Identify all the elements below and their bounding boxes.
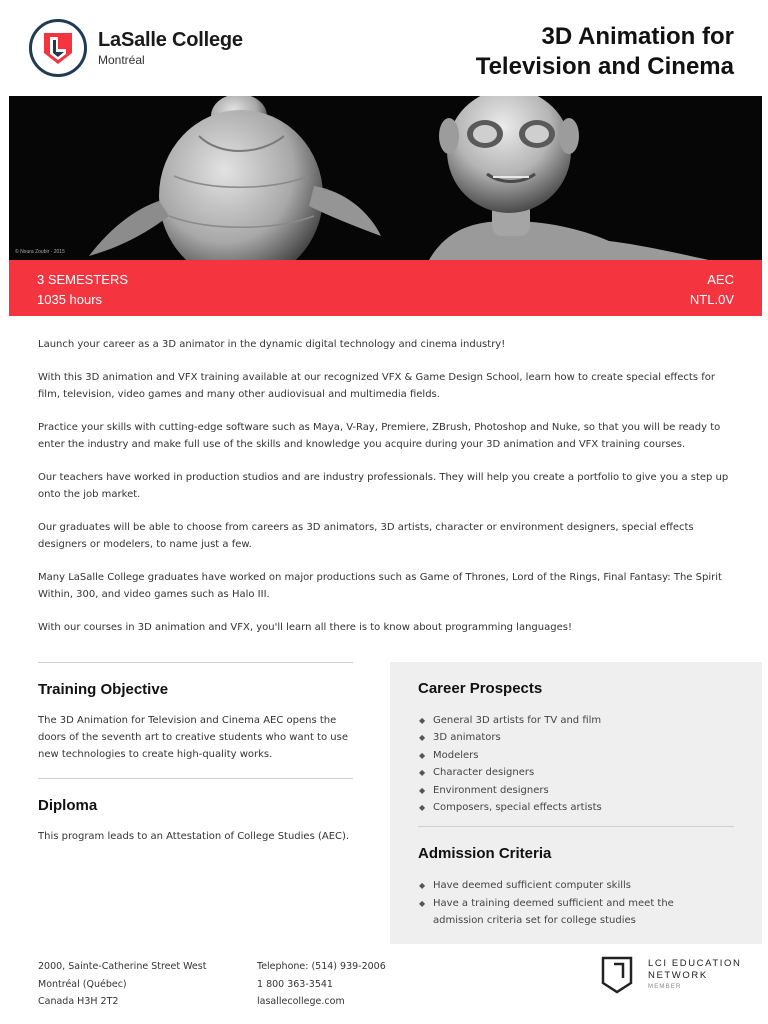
- lasalle-logo-icon: [28, 18, 88, 78]
- diploma-title: Diploma: [38, 797, 98, 814]
- page-title-line-2: Television and Cinema: [475, 53, 734, 80]
- address-line: 2000, Sainte-Catherine Street West: [38, 961, 207, 972]
- training-objective-title: Training Objective: [38, 681, 169, 698]
- brand-city: Montréal: [98, 53, 145, 67]
- intro-paragraph: Our graduates will be able to choose from careers as 3D animators, 3D artists, character or environment designers, special effects designers or modelers, to name just a few.: [38, 522, 694, 550]
- list-item-label: General 3D artists for TV and film: [433, 715, 602, 726]
- lci-network-line-1: LCI EDUCATION: [648, 958, 742, 969]
- diamond-bullet-icon: ◆: [419, 898, 426, 908]
- diamond-bullet-icon: ◆: [419, 803, 426, 813]
- list-item-label: Character designers: [433, 767, 535, 779]
- lci-member-label: MEMBER: [648, 984, 682, 990]
- address-line: Montréal (Québec): [38, 978, 127, 990]
- intro-paragraph: Practice your skills with cutting-edge software such as Maya, V-Ray, Premiere, ZBrush, Photoshop and Nuke, so that you will be ready to enter the industry and make full use of the skills and knowledge you acquire during your 3D animation and VFX training courses.: [38, 422, 721, 450]
- divider: [38, 778, 353, 779]
- diploma-text: This program leads to an Attestation of College Studies (AEC).: [38, 831, 350, 842]
- lci-network-logo-icon: [601, 956, 633, 994]
- diamond-bullet-icon: ◆: [419, 881, 426, 891]
- list-item-label: Have deemed sufficient computer skills: [433, 880, 632, 892]
- intro-paragraph: Launch your career as a 3D animator in the dynamic digital technology and cinema industry!: [38, 339, 506, 350]
- program-credential: AEC: [707, 272, 734, 287]
- page-title: [374, 22, 734, 82]
- footer-contact: [257, 958, 386, 1011]
- toll-free-number: 1 800 363-3541: [257, 978, 333, 990]
- program-description: [38, 336, 734, 652]
- footer-address: [38, 958, 206, 1011]
- divider: [38, 662, 353, 663]
- intro-paragraph: Our teachers have worked in production studios and are industry professionals. They will help you create a portfolio to give you a step up onto the job market.: [38, 472, 729, 500]
- lci-network-line-2: NETWORK: [648, 970, 708, 981]
- list-item: [418, 782, 734, 799]
- address-line: Canada H3H 2T2: [38, 996, 119, 1007]
- hero-image: [9, 96, 762, 260]
- list-item-label: Environment designers: [433, 784, 549, 796]
- brand: [98, 29, 243, 67]
- program-hours: 1035 hours: [37, 292, 103, 307]
- list-item-label: Composers, special effects artists: [433, 802, 602, 814]
- website-link[interactable]: lasallecollege.com: [257, 996, 345, 1007]
- page-title-line-1: 3D Animation for: [541, 23, 734, 50]
- program-length: 3 SEMESTERS: [37, 272, 129, 287]
- diamond-bullet-icon: ◆: [419, 733, 426, 743]
- diamond-bullet-icon: ◆: [419, 750, 426, 760]
- intro-paragraph: With this 3D animation and VFX training available at our recognized VFX & Game Design School, learn how to create special effects for film, television, video games and many other audiovisual and multimedia fields.: [38, 372, 715, 400]
- telephone: Telephone: (514) 939-2006: [257, 961, 386, 972]
- training-objective-text: The 3D Animation for Television and Cinema AEC opens the doors of the seventh art to creative students who want to use new technologies to create high-quality works.: [38, 715, 348, 760]
- diamond-bullet-icon: ◆: [419, 716, 426, 725]
- list-item: [418, 877, 708, 894]
- career-prospects-list: [418, 712, 734, 816]
- list-item-label: Have a training deemed sufficient and meet the admission criteria set for college studies: [433, 897, 674, 927]
- admission-criteria-list: [418, 877, 708, 929]
- list-item: [418, 712, 734, 729]
- career-prospects-title: Career Prospects: [418, 680, 543, 697]
- intro-paragraph: With our courses in 3D animation and VFX, you'll learn all there is to know about programming languages!: [38, 622, 572, 633]
- list-item: [418, 764, 734, 781]
- brand-name: LaSalle College: [98, 29, 243, 51]
- program-code: NTL.0V: [689, 292, 734, 307]
- list-item: [418, 895, 708, 930]
- divider: [418, 826, 734, 827]
- list-item: [418, 729, 734, 746]
- program-info-band: [9, 260, 762, 316]
- left-column: [38, 662, 353, 845]
- diamond-bullet-icon: ◆: [419, 785, 426, 795]
- list-item: [418, 799, 734, 816]
- list-item-label: Modelers: [433, 749, 479, 761]
- lci-network-label: [648, 958, 741, 992]
- diamond-bullet-icon: ◆: [419, 768, 426, 778]
- intro-paragraph: Many LaSalle College graduates have worked on major productions such as Game of Thrones, Lord of the Rings, Final Fantasy: The Spirit Within, 300, and video games such as Halo III.: [38, 572, 722, 600]
- list-item: [418, 747, 734, 764]
- right-panel: [390, 662, 762, 944]
- photo-credit: © Noura Zoubir · 2015: [15, 249, 65, 255]
- list-item-label: 3D animators: [433, 732, 501, 744]
- admission-criteria-title: Admission Criteria: [418, 845, 552, 863]
